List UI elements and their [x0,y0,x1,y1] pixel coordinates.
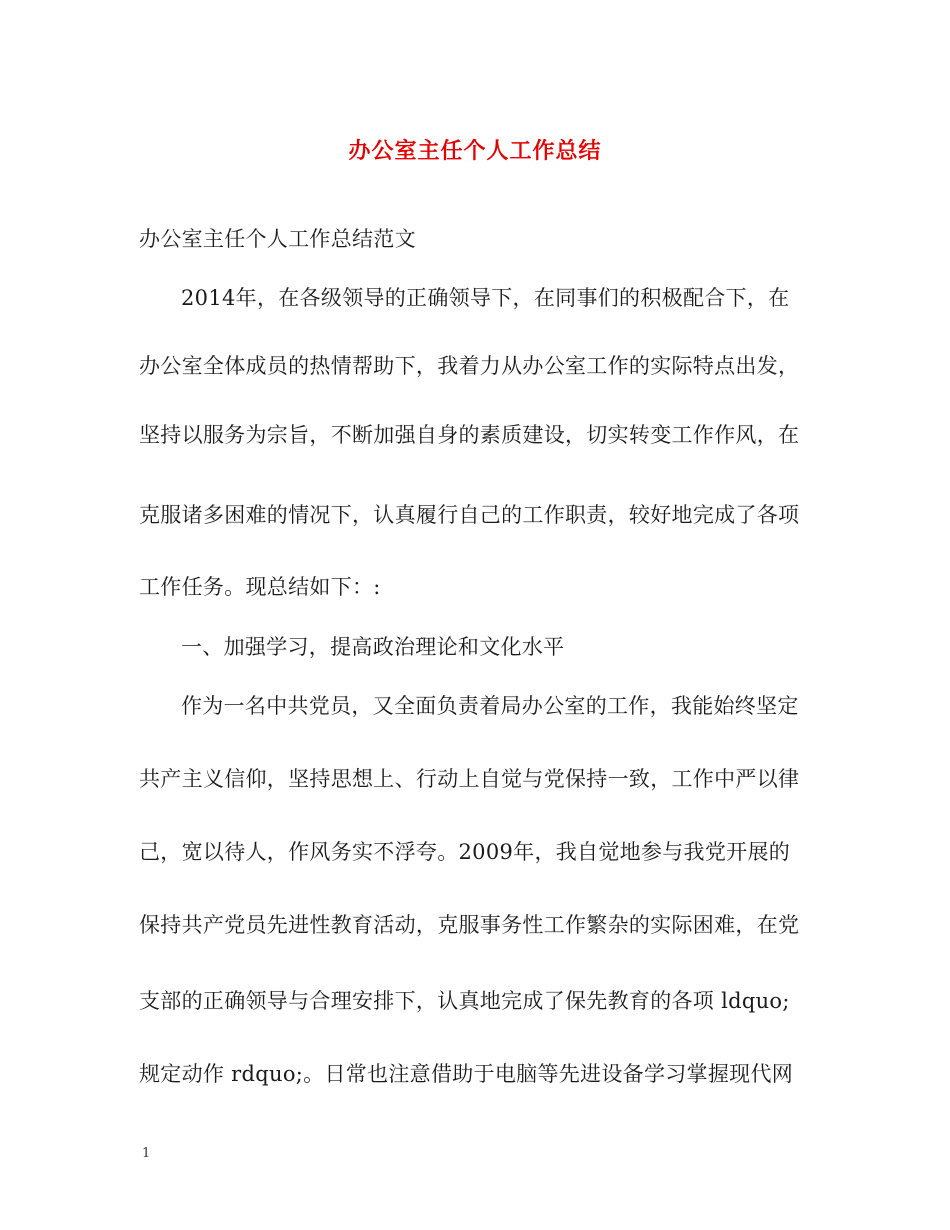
paragraph-line: 工作任务。现总结如下：: [139,575,381,599]
paragraph-line: 规定动作 rdquo;。日常也注意借助于电脑等先进设备学习掌握现代网 [139,1062,794,1086]
section-heading: 一、加强学习，提高政治理论和文化水平 [181,635,565,659]
paragraph-line: 己，宽以待人，作风务实不浮夸。2009年，我自觉地参与我党开展的 [139,840,791,864]
paragraph-line: 办公室全体成员的热情帮助下，我着力从办公室工作的实际特点出发， [139,354,800,378]
page-number: 1 [142,1146,151,1161]
paragraph-line: 保持共产党员先进性教育活动，克服事务性工作繁杂的实际困难，在党 [139,913,800,937]
paragraph-line: 作为一名中共党员，又全面负责着局办公室的工作，我能始终坚定 [181,694,799,718]
paragraph-line: 支部的正确领导与合理安排下，认真地完成了保先教育的各项 ldquo; [139,989,790,1013]
paragraph-line: 克服诸多困难的情况下，认真履行自己的工作职责，较好地完成了各项 [139,503,800,527]
paragraph-line: 共产主义信仰，坚持思想上、行动上自觉与党保持一致，工作中严以律 [139,767,800,791]
paragraph-line: 2014年，在各级领导的正确领导下，在同事们的积极配合下，在 [181,286,790,310]
subtitle-line: 办公室主任个人工作总结范文 [139,227,416,251]
paragraph-line: 坚持以服务为宗旨，不断加强自身的素质建设，切实转变工作作风，在 [139,423,800,447]
document-title: 办公室主任个人工作总结 [348,138,602,164]
